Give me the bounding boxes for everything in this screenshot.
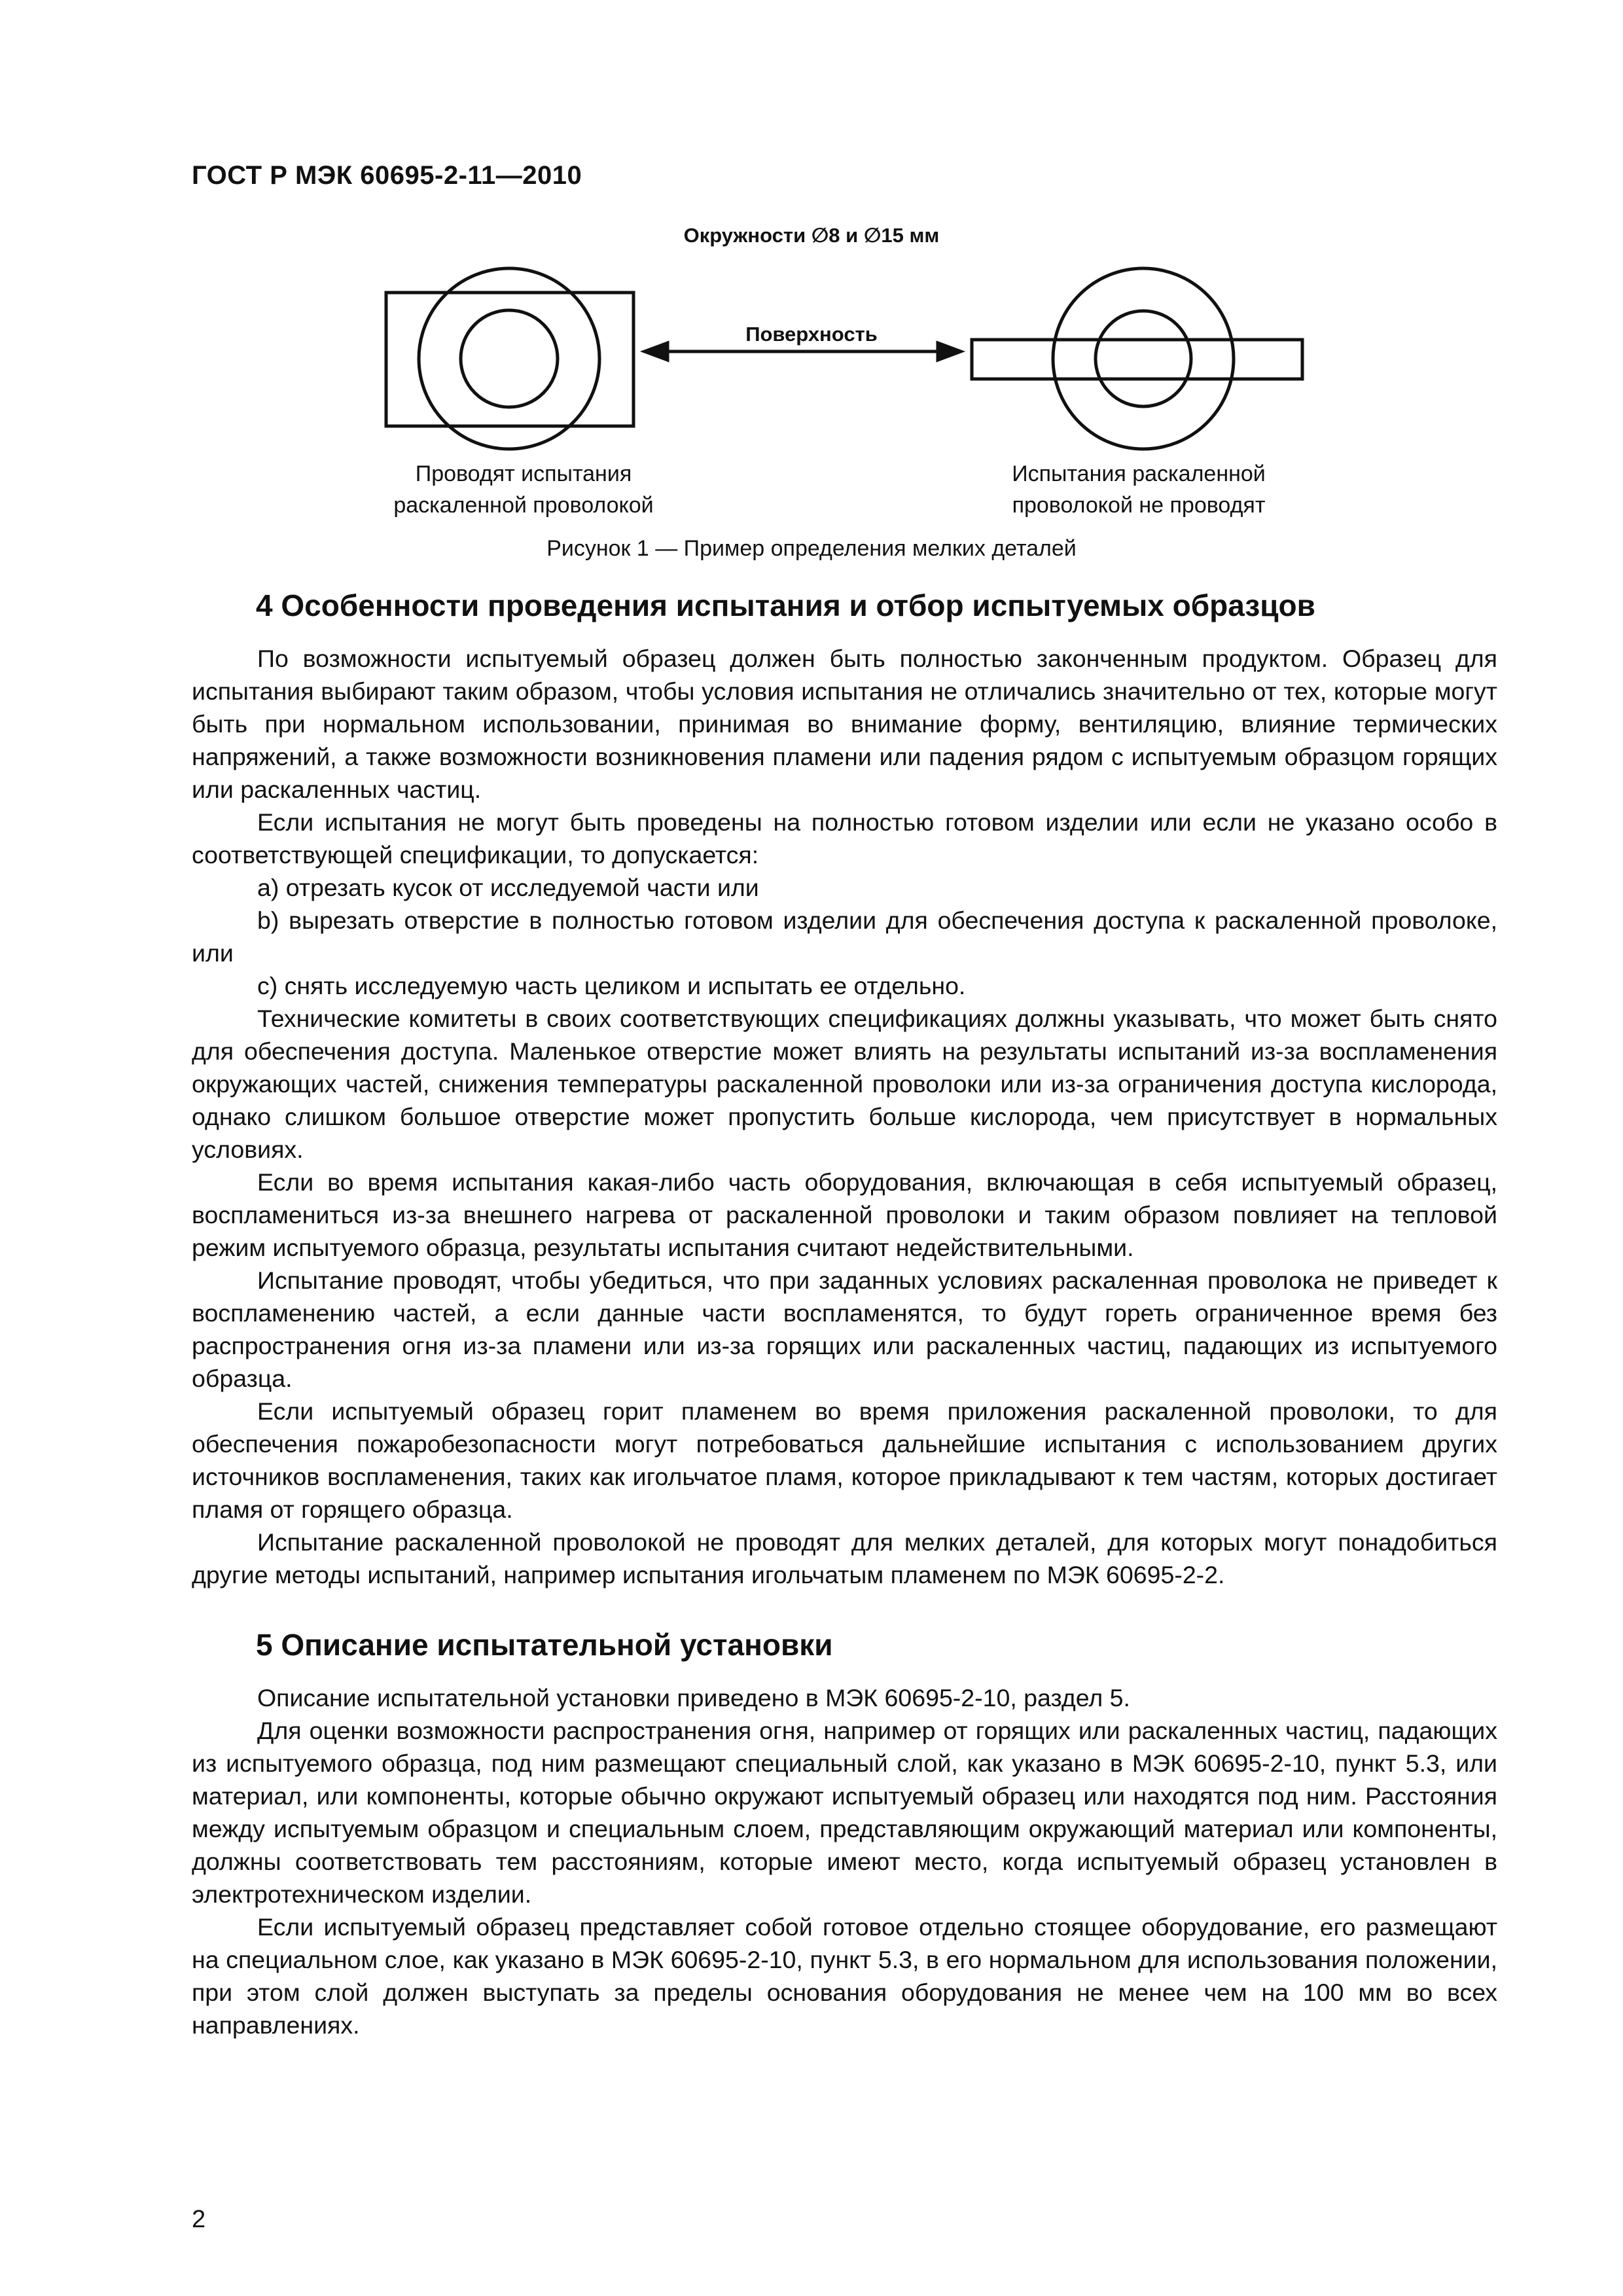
section-5-heading: 5 Описание испытательной установки <box>256 1628 833 1662</box>
figure-1 <box>0 0 1623 576</box>
left-caption <box>314 458 733 521</box>
left-outer-circle <box>419 268 599 449</box>
document-body <box>192 586 1497 2041</box>
paragraph: Испытание проводят, чтобы убедиться, что при заданных условиях раскаленная проволока не приведет к воспламенению частей, а если данные части воспламенятся, то будут гореть ограниченное время без распространения огня из-за пламени или из-за горящих или раскаленных частиц, падающих из испытуемого образца. <box>192 1266 1497 1392</box>
paragraph: Если испытания не могут быть проведены на полностью готовом изделии или если не указано особо в соответствующей спецификации, то допускается: <box>192 808 1497 869</box>
paragraph: Технические комитеты в своих соответствующих спецификациях должны указывать, что может быть снято для обеспечения доступа. Маленькое отверстие может влиять на результаты испытаний из-за воспламенения окружающих частей, снижения температуры раскаленной проволоки или из-за ограничения доступа кислорода, однако слишком большое отверстие может пропустить больше кислорода, чем присутствует в нормальных условиях. <box>192 1005 1497 1163</box>
paragraph: Если испытуемый образец представляет собой готовое отдельно стоящее оборудование, его размещают на специальном слое, как указано в МЭК 60695-2-10, пункт 5.3, в его нормальном для использования положении, при этом слой должен выступать за пределы основания оборудования не менее чем на 100 мм во всех направлениях. <box>192 1913 1497 2039</box>
paragraph: Описание испытательной установки приведено в МЭК 60695-2-10, раздел 5. <box>257 1684 1130 1712</box>
right-caption-line: Испытания раскаленной <box>1012 461 1266 486</box>
arrow-left-head <box>645 343 668 360</box>
right-inner-circle <box>1096 311 1191 406</box>
surface-label: Поверхность <box>745 323 878 346</box>
arrow-right-head <box>938 343 961 360</box>
list-item: c) снять исследуемую часть целиком и испытать ее отдельно. <box>257 972 966 999</box>
right-strip <box>972 340 1302 379</box>
left-inner-circle <box>461 310 558 407</box>
page-number: 2 <box>192 2206 206 2233</box>
document-header: ГОСТ Р МЭК 60695-2-11—2010 <box>192 161 582 190</box>
left-caption-line: раскаленной проволокой <box>393 493 654 518</box>
list-item: b) вырезать отверстие в полностью готовом изделии для обеспечения доступа к раскаленной проволоке, или <box>192 906 1497 967</box>
paragraph: Если во время испытания какая-либо часть оборудования, включающая в себя испытуемый образец, воспламениться из-за внешнего нагрева от раскаленной проволоки и таким образом повлияет на тепловой режим испытуемого образца, результаты испытания считают недействительными. <box>192 1168 1497 1261</box>
paragraph: По возможности испытуемый образец должен быть полностью законченным продуктом. Образец для испытания выбирают таким образом, чтобы условия испытания не отличались значительно от тех, которые могут быть при нормальном использовании, принимая во внимание форму, вентиляцию, влияние термических напряжений, а также возможности возникновения пламени или падения рядом с испытуемым образцом горящих или раскаленных частиц. <box>192 645 1497 803</box>
circles-label: Окружности ∅8 и ∅15 мм <box>683 224 940 247</box>
paragraph: Испытание раскаленной проволокой не проводят для мелких деталей, для которых могут понадобиться другие методы испытаний, например испытания игольчатым пламенем по МЭК 60695-2-2. <box>192 1528 1497 1588</box>
list-item: a) отрезать кусок от исследуемой части или <box>257 874 759 901</box>
figure-1-drawing <box>0 0 1623 576</box>
figure-caption: Рисунок 1 — Пример определения мелких деталей <box>546 536 1077 561</box>
left-caption-line: Проводят испытания <box>415 461 632 486</box>
paragraph: Если испытуемый образец горит пламенем во время приложения раскаленной проволоки, то для обеспечения пожаробезопасности могут потребоваться дальнейшие испытания с использованием других источников воспламенения, таких как игольчатое пламя, которое прикладывают к тем частям, которых достигает пламя от горящего образца. <box>192 1397 1497 1523</box>
paragraph: Для оценки возможности распространения огня, например от горящих или раскаленных частиц, падающих из испытуемого образца, под ним размещают специальный слой, как указано в МЭК 60695-2-10, пункт 5.3, или материал, или компоненты, которые обычно окружают испытуемый образец или находятся под ним. Расстояния между испытуемым образцом и специальным слоем, представляющим окружающий материал или компоненты, должны соответствовать тем расстояниям, которые имеют место, когда испытуемый образец установлен в электротехническом изделии. <box>192 1717 1497 1908</box>
right-outer-circle <box>1053 268 1234 449</box>
section-4-heading: 4 Особенности проведения испытания и отбор испытуемых образцов <box>256 588 1315 622</box>
right-caption <box>929 458 1348 521</box>
right-caption-line: проволокой не проводят <box>1012 493 1266 518</box>
